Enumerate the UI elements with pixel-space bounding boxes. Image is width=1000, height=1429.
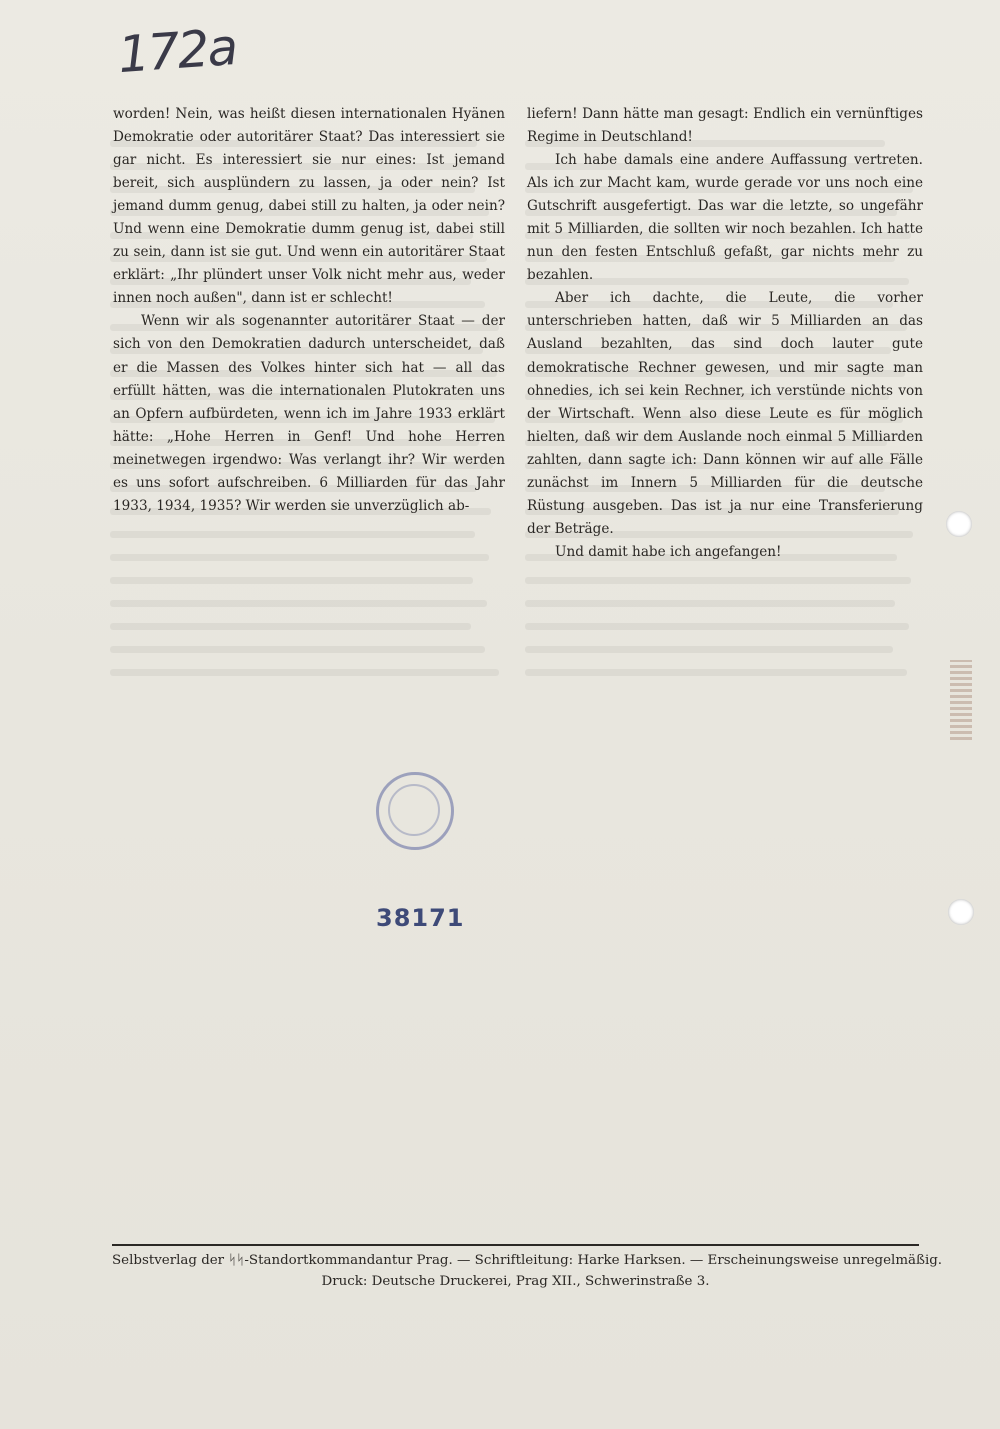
- punch-hole: [946, 511, 972, 537]
- imprint-publisher-line: Selbstverlag der ᛋᛋ-Standortkommandantur Prag. — Schriftleitung: Harke Harksen. — Erscheinungsweise unregelmäßig.: [112, 1253, 943, 1268]
- bleed-through-line: [110, 577, 473, 584]
- bleed-through-line: [110, 669, 499, 676]
- bleed-through-line: [110, 623, 471, 630]
- left-text-column: [113, 103, 505, 518]
- paragraph: Und damit habe ich angefangen!: [555, 543, 782, 560]
- paragraph: Wenn wir als sogenannter autoritärer Staat — der sich von den Demokratien dadurch unterscheidet, daß er die Massen des Volkes hinter sich hat — all das erfüllt hätten, was die internationalen Plutokraten uns an Opfern aufbürdeten, wenn ich im Jahre 1933 erklärt hätte: „Hohe Herren in Genf! Und hohe Herren meinetwegen irgendwo: Was verlangt ihr? Wir werden es uns sofort aufschreiben. 6 Milliarden für das Jahr 1933, 1934, 1935? Wir werden sie unverzüglich ab-: [113, 313, 505, 514]
- bleed-through-line: [110, 646, 485, 653]
- bleed-through-line: [110, 531, 475, 538]
- paper-edge-damage: [950, 660, 972, 740]
- footer-rule: [112, 1244, 919, 1246]
- bleed-through-line: [525, 646, 893, 653]
- bleed-through-line: [525, 577, 911, 584]
- punch-hole: [948, 899, 974, 925]
- archive-number-stamp: 38171: [376, 904, 465, 932]
- paragraph: Aber ich dachte, die Leute, die vorher unterschrieben hatten, daß wir 5 Milliarden an das Ausland bezahlten, das sind doch lauter gute demokratische Rechner gewesen, und mir sagte man ohnedies, ich sei kein Rechner, ich verstünde nichts von der Wirtschaft. Wenn also diese Leute es für möglich hielten, daß wir dem Auslande noch einmal 5 Milliarden zahlten, dann sagte ich: Dann können wir auf alle Fälle zunächst im Innern 5 Milliarden für die deutsche Rüstung ausgeben. Das ist ja nur eine Transferierung der Beträge.: [527, 290, 923, 537]
- right-text-column: [527, 103, 923, 564]
- bleed-through-line: [525, 669, 907, 676]
- archive-round-stamp: [376, 772, 454, 850]
- bleed-through-line: [110, 554, 489, 561]
- paragraph: worden! Nein, was heißt diesen internationalen Hyänen Demokratie oder autoritärer Staat? Das interessiert sie gar nicht. Es interessiert sie nur eines: Ist jemand bereit, sich ausplündern zu lassen, ja oder nein? Ist jemand dumm genug, dabei still zu halten, ja oder nein? Und wenn eine Demokratie dumm genug ist, dabei still zu sein, dann ist sie gut. Und wenn ein autoritärer Staat erklärt: „Ihr plündert unser Volk nicht mehr aus, weder innen noch außen", dann ist er schlecht!: [113, 106, 505, 307]
- paragraph: Ich habe damals eine andere Auffassung vertreten. Als ich zur Macht kam, wurde gerade vor uns noch eine Gutschrift ausgefertigt. Das war die letzte, so ungefähr mit 5 Milliarden, die sollten wir noch bezahlen. Ich hatte nun den festen Entschluß gefaßt, gar nichts mehr zu bezahlen.: [527, 152, 923, 284]
- handwritten-page-mark: 172a: [116, 17, 238, 85]
- bleed-through-line: [525, 623, 909, 630]
- bleed-through-line: [525, 600, 895, 607]
- paragraph: liefern! Dann hätte man gesagt: Endlich ein vernünftiges Regime in Deutschland!: [527, 106, 923, 146]
- imprint-printer-line: Druck: Deutsche Druckerei, Prag XII., Schwerinstraße 3.: [321, 1274, 710, 1289]
- bleed-through-line: [110, 600, 487, 607]
